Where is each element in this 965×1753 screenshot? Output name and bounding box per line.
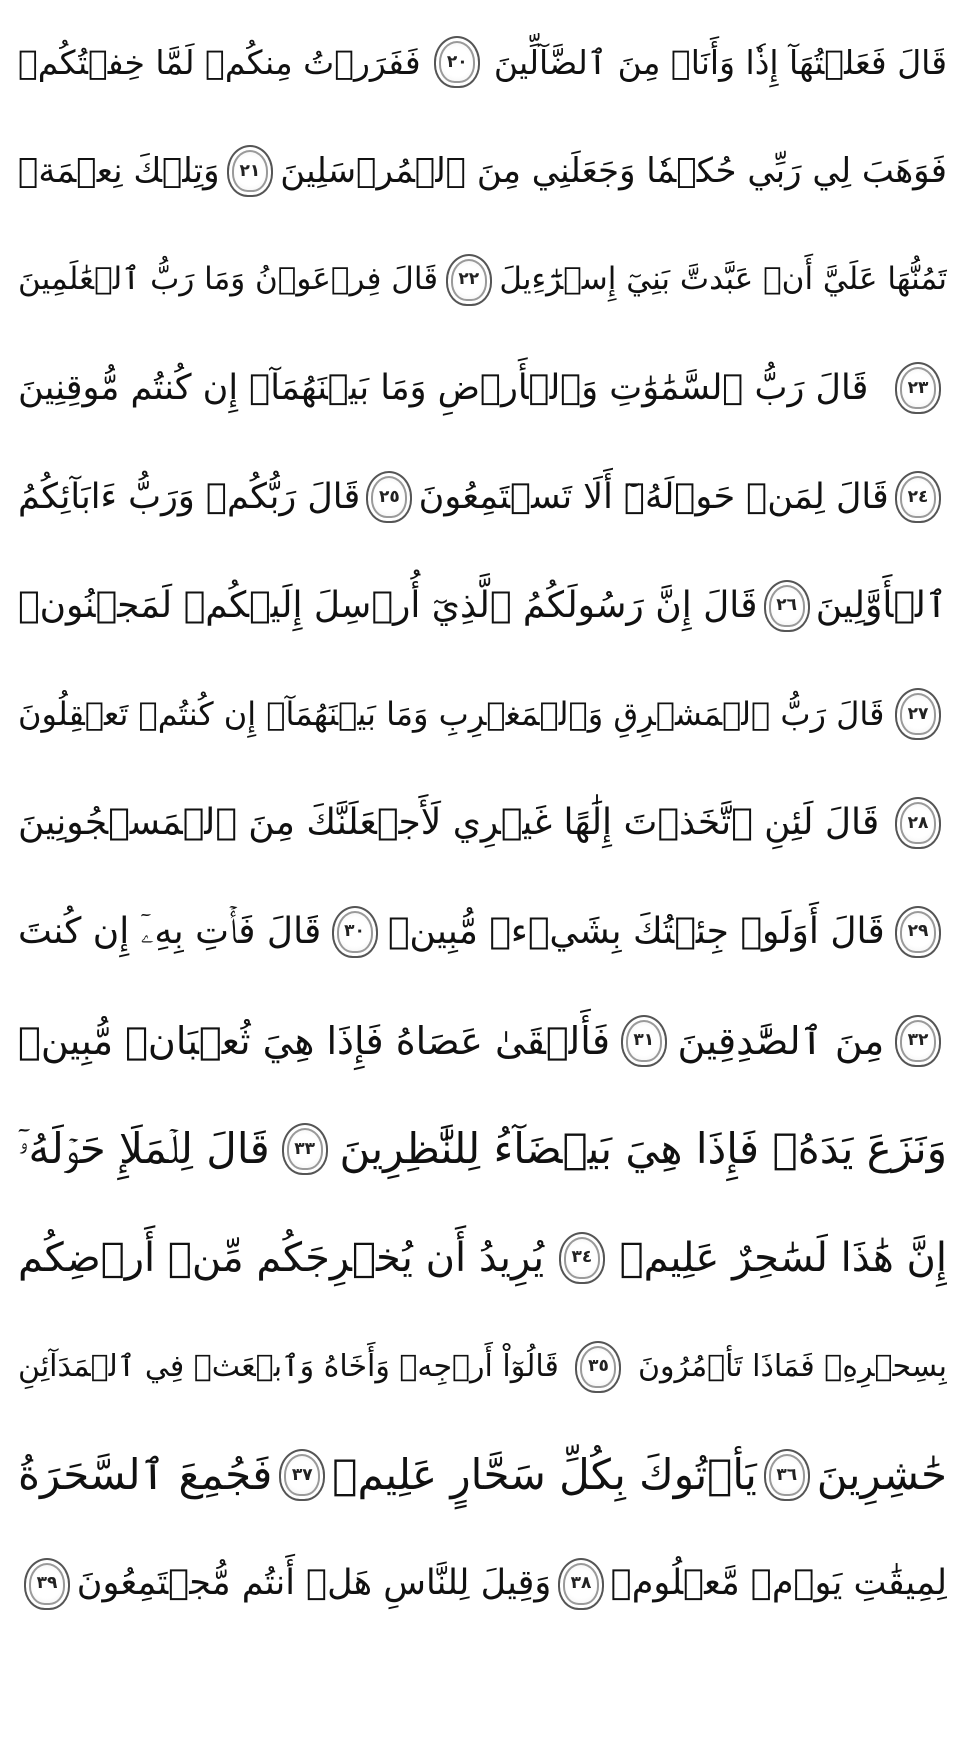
verse-line bbox=[18, 769, 947, 878]
verse-line bbox=[18, 660, 947, 769]
verse-text: قَالَ أَوَلَوۡ جِئۡتُكَ بِشَيۡءٖ مُّبِينٖ bbox=[387, 910, 885, 952]
verse-text: ٱلۡأَوَّلِينَ bbox=[815, 584, 947, 626]
verse-text: قَالَ لِلۡمَلَإِ حَوۡلَهُۥٓ bbox=[18, 1124, 270, 1174]
verse-text: فَوَهَبَ لِي رَبِّي حُكۡمٗا وَجَعَلَنِي مِنَ ٱلۡمُرۡسَلِينَ bbox=[280, 151, 947, 192]
verse-text: يَأۡتُوكَ بِكُلِّ سَحَّارٍ عَلِيمٖ bbox=[332, 1450, 757, 1500]
verse-line bbox=[18, 1421, 947, 1530]
verse-line bbox=[18, 1312, 947, 1421]
verse-line bbox=[18, 8, 947, 117]
verse-line bbox=[18, 443, 947, 552]
verse-line bbox=[18, 1095, 947, 1204]
verse-text: بِسِحۡرِهِۦ فَمَاذَا تَأۡمُرُونَ bbox=[638, 1348, 947, 1384]
verse-text: قَالَ رَبُّ ٱلسَّمَٰوَٰتِ وَٱلۡأَرۡضِ وَمَا بَيۡنَهُمَآۖ إِن كُنتُم مُّوقِنِينَ bbox=[18, 367, 869, 408]
ayah-number-marker: ٣٣ bbox=[282, 1123, 328, 1175]
verse-text: وَنَزَعَ يَدَهُۥ فَإِذَا هِيَ بَيۡضَآءُ لِلنَّٰظِرِينَ bbox=[339, 1124, 947, 1174]
verse-text: قَالَ رَبُّكُمۡ وَرَبُّ ءَابَآئِكُمُ bbox=[18, 476, 361, 517]
verse-text: قَالَ فَعَلۡتُهَآ إِذٗا وَأَنَا۠ مِنَ ٱلضَّآلِّينَ bbox=[493, 42, 947, 82]
verse-line bbox=[18, 986, 947, 1095]
ayah-number-marker: ٢٢ bbox=[446, 254, 492, 306]
verse-line bbox=[18, 878, 947, 987]
ayah-number-marker: ٣٤ bbox=[559, 1232, 605, 1284]
verse-text: قَالَ رَبُّ ٱلۡمَشۡرِقِ وَٱلۡمَغۡرِبِ وَمَا بَيۡنَهُمَآۖ إِن كُنتُمۡ تَعۡقِلُونَ bbox=[18, 695, 885, 734]
ayah-number-marker: ٣٦ bbox=[764, 1449, 810, 1501]
verse-text: قَالَ لَئِنِ ٱتَّخَذۡتَ إِلَٰهًا غَيۡرِي لَأَجۡعَلَنَّكَ مِنَ ٱلۡمَسۡجُونِينَ bbox=[18, 802, 880, 844]
verse-text: قَالَ لِمَنۡ حَوۡلَهُۥٓ أَلَا تَسۡتَمِعُونَ bbox=[418, 476, 889, 517]
verse-text: فَأَلۡقَىٰ عَصَاهُ فَإِذَا هِيَ ثُعۡبَانٞ مُّبِينٞ bbox=[18, 1018, 610, 1063]
ayah-number-marker: ٣٠ bbox=[332, 906, 378, 958]
ayah-number-marker: ٢٩ bbox=[895, 906, 941, 958]
verse-line bbox=[18, 225, 947, 334]
verse-text: إِنَّ هَٰذَا لَسَٰحِرٌ عَلِيمٞ bbox=[619, 1234, 947, 1281]
verse-text: قَالَ فِرۡعَوۡنُ وَمَا رَبُّ ٱلۡعَٰلَمِينَ bbox=[18, 261, 439, 298]
verse-text: يُرِيدُ أَن يُخۡرِجَكُم مِّنۡ أَرۡضِكُم bbox=[18, 1234, 545, 1281]
verse-text: لِمِيقَٰتِ يَوۡمٖ مَّعۡلُومٖ bbox=[610, 1563, 947, 1604]
verse-text: تَمُنُّهَا عَلَيَّ أَنۡ عَبَّدتَّ بَنِيٓ إِسۡرَٰٓءِيلَ bbox=[499, 261, 947, 298]
ayah-number-marker: ٣١ bbox=[621, 1015, 667, 1067]
verse-text: مِنَ ٱلصَّٰدِقِينَ bbox=[677, 1018, 885, 1063]
verse-line bbox=[18, 334, 947, 443]
verse-text: فَجُمِعَ ٱلسَّحَرَةُ bbox=[18, 1450, 273, 1500]
verse-line bbox=[18, 1530, 947, 1639]
ayah-number-marker: ٣٨ bbox=[558, 1558, 604, 1610]
ayah-number-marker: ٢٧ bbox=[895, 688, 941, 740]
ayah-number-marker: ٢٨ bbox=[895, 797, 941, 849]
ayah-number-marker: ٢٣ bbox=[895, 362, 941, 414]
ayah-number-marker: ٢٠ bbox=[434, 36, 480, 88]
ayah-number-marker: ٢٤ bbox=[895, 471, 941, 523]
ayah-number-marker: ٣٢ bbox=[895, 1015, 941, 1067]
ayah-number-marker: ٣٧ bbox=[279, 1449, 325, 1501]
ayah-number-marker: ٢١ bbox=[227, 145, 273, 197]
verse-text: وَقِيلَ لِلنَّاسِ هَلۡ أَنتُم مُّجۡتَمِعُونَ bbox=[76, 1563, 552, 1604]
verse-line bbox=[18, 551, 947, 660]
verse-text: فَفَرَرۡتُ مِنكُمۡ لَمَّا خِفۡتُكُمۡ bbox=[18, 42, 421, 82]
verse-line bbox=[18, 117, 947, 226]
verse-line bbox=[18, 1204, 947, 1313]
verse-text: قَالَ إِنَّ رَسُولَكُمُ ٱلَّذِيٓ أُرۡسِلَ إِلَيۡكُمۡ لَمَجۡنُونٞ bbox=[18, 584, 758, 626]
ayah-number-marker: ٣٥ bbox=[575, 1341, 621, 1393]
ayah-number-marker: ٣٩ bbox=[24, 1558, 70, 1610]
verse-text: قَالُوٓاْ أَرۡجِهۡ وَأَخَاهُ وَٱبۡعَثۡ فِي ٱلۡمَدَآئِنِ bbox=[18, 1348, 559, 1384]
verse-text: حَٰشِرِينَ bbox=[816, 1450, 947, 1500]
ayah-number-marker: ٢٥ bbox=[366, 471, 412, 523]
verse-text: وَتِلۡكَ نِعۡمَةٞ bbox=[18, 151, 220, 192]
verse-text: قَالَ فَأۡتِ بِهِۦٓ إِن كُنتَ bbox=[18, 910, 322, 952]
ayah-number-marker: ٢٦ bbox=[764, 580, 810, 632]
